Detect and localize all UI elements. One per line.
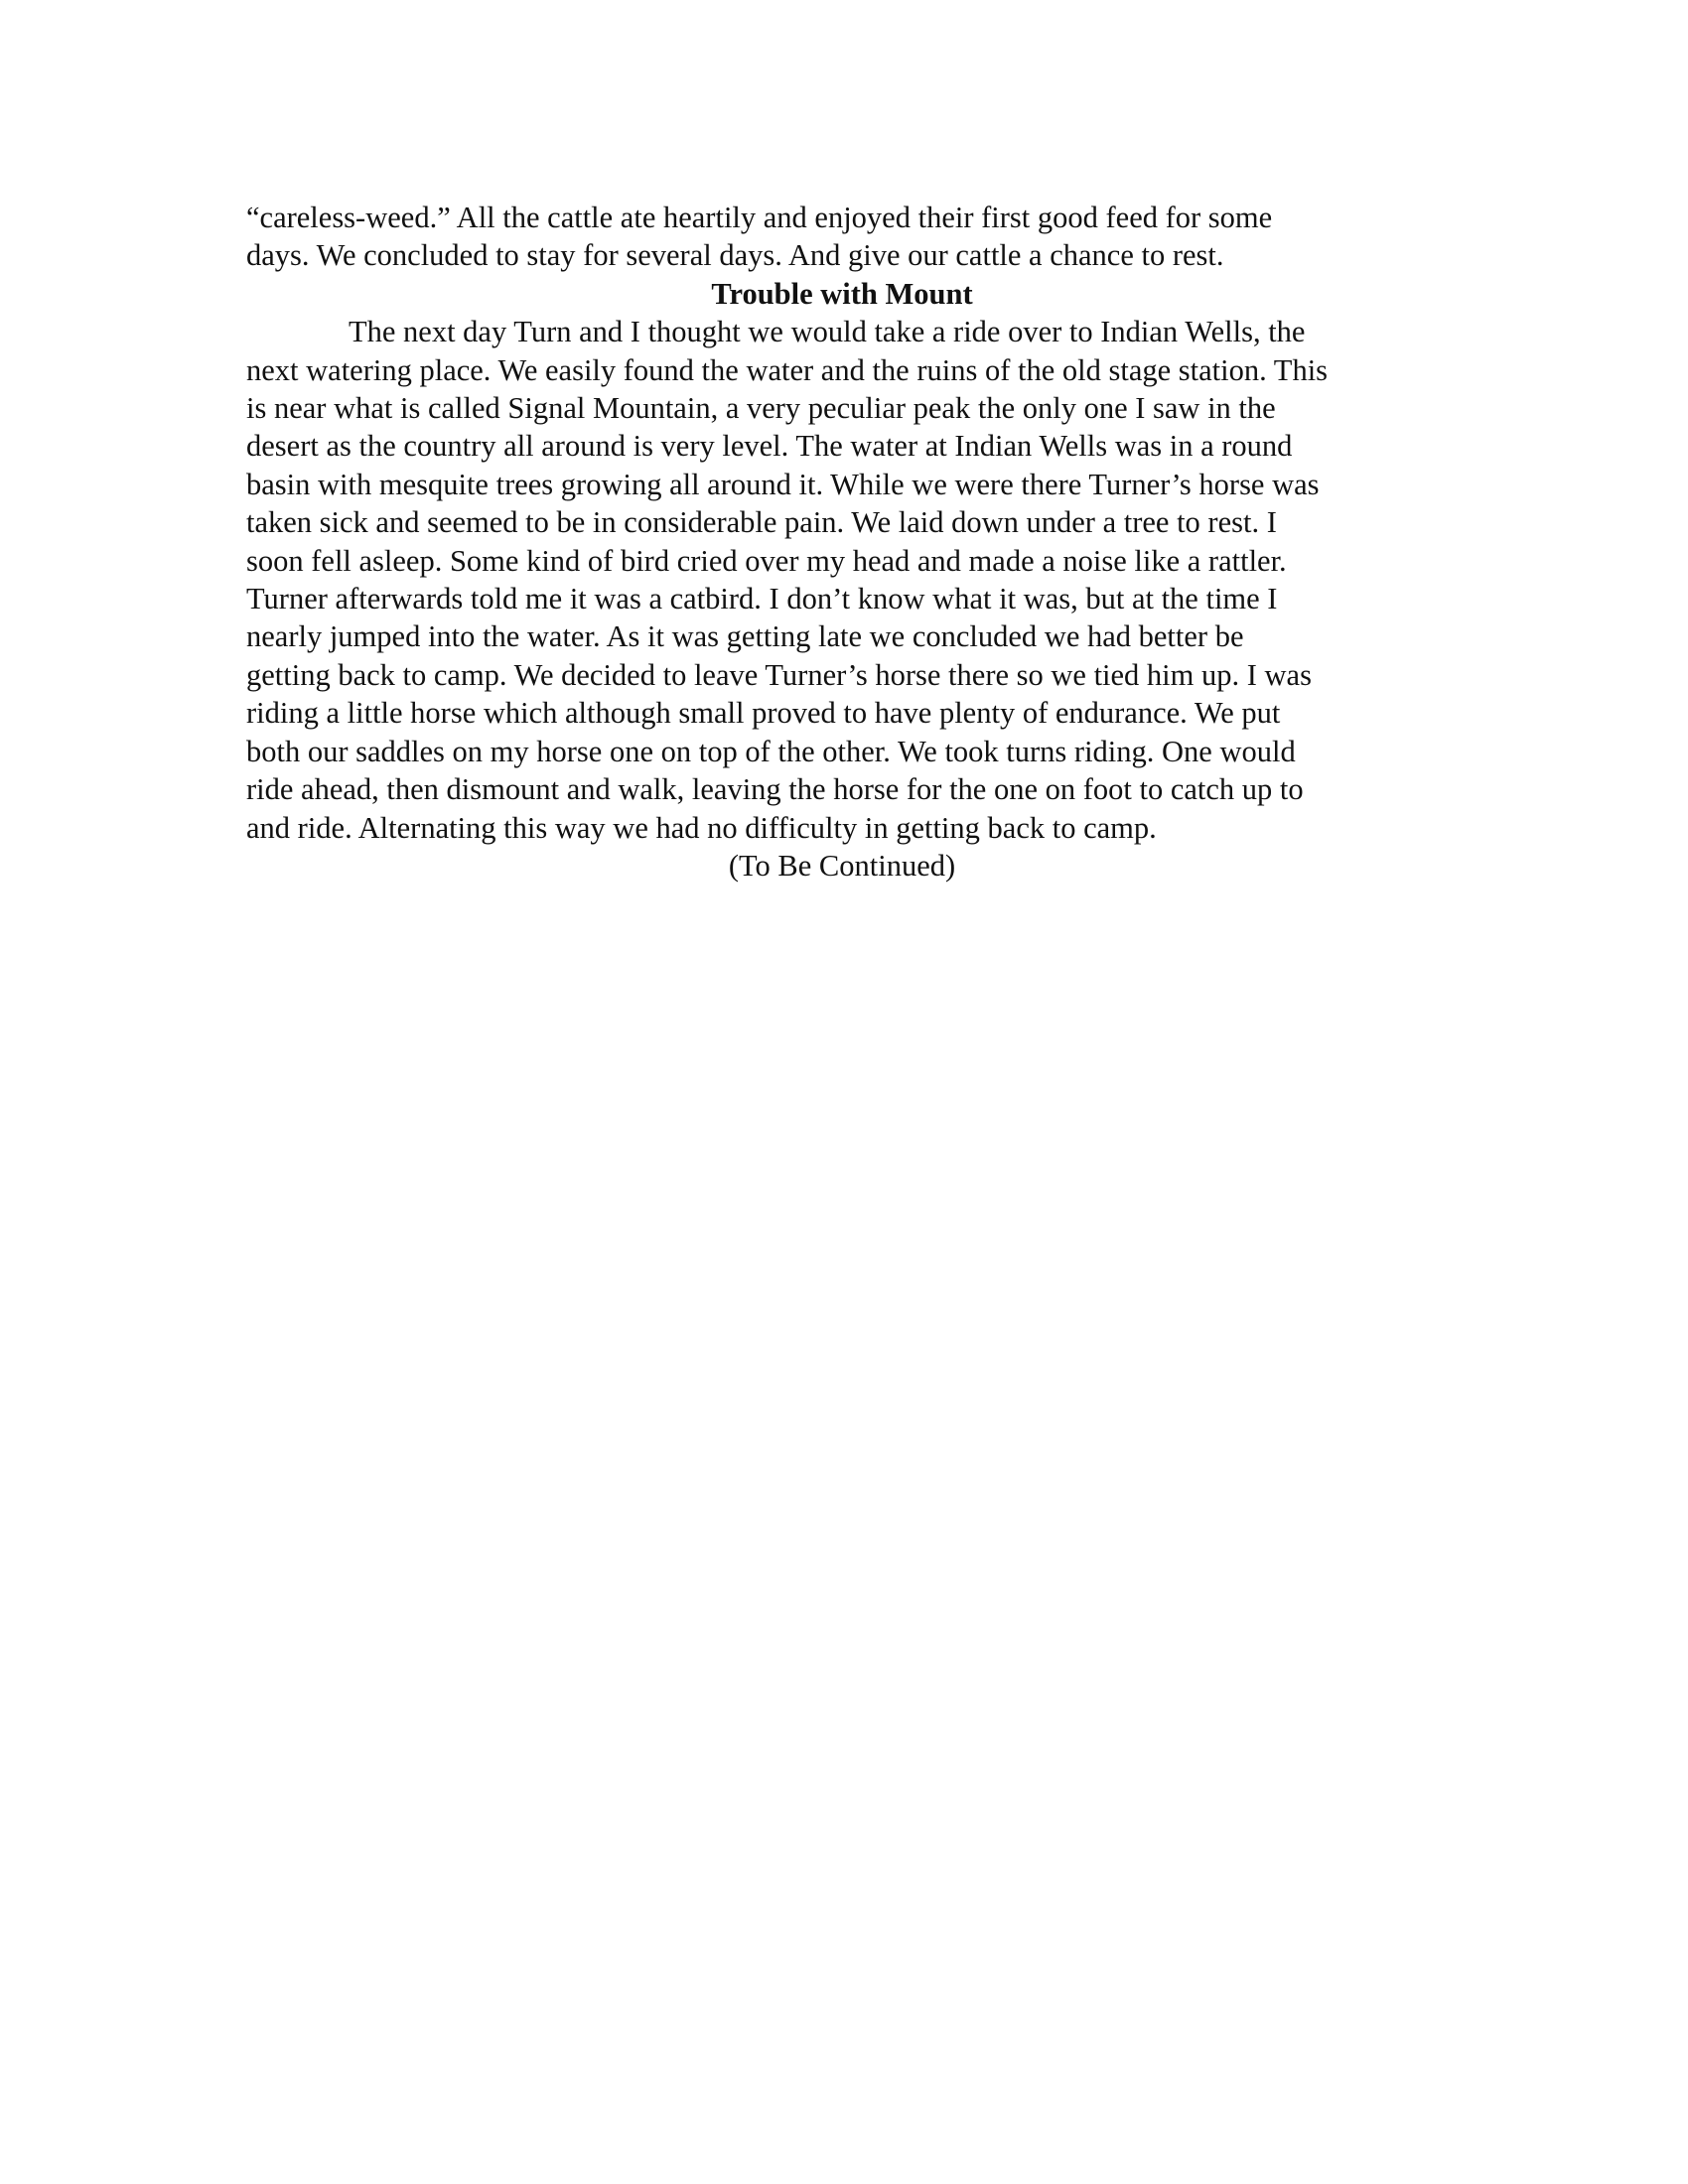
paragraph-line: riding a little horse which although small proved to have plenty of endurance. We put [246, 696, 1281, 731]
paragraph-line: The next day Turn and I thought we would take a ride over to Indian Wells, the [349, 315, 1306, 349]
section-heading: Trouble with Mount [711, 276, 973, 311]
intro-line: days. We concluded to stay for several days. And give our cattle a chance to rest. [246, 238, 1224, 273]
paragraph-line: is near what is called Signal Mountain, a very peculiar peak the only one I saw in the [246, 391, 1276, 426]
paragraph-line: and ride. Alternating this way we had no difficulty in getting back to camp. [246, 810, 1157, 845]
paragraph-line: basin with mesquite trees growing all around it. While we were there Turner’s horse was [246, 467, 1320, 501]
paragraph-line: ride ahead, then dismount and walk, leaving the horse for the one on foot to catch up to [246, 772, 1304, 807]
paragraph-line: nearly jumped into the water. As it was getting late we concluded we had better be [246, 619, 1244, 654]
intro-line: “careless-weed.” All the cattle ate heartily and enjoyed their first good feed for some [246, 201, 1273, 234]
paragraph-line: both our saddles on my horse one on top of the other. We took turns riding. One would [246, 734, 1296, 768]
paragraph-line: desert as the country all around is very level. The water at Indian Wells was in a round [246, 429, 1293, 464]
paragraph-line: soon fell asleep. Some kind of bird cried over my head and made a noise like a rattler. [246, 543, 1287, 578]
paragraph-line: taken sick and seemed to be in considerable pain. We laid down under a tree to rest. I [246, 505, 1277, 540]
to-be-continued-note: (To Be Continued) [728, 848, 956, 883]
paragraph-line: getting back to camp. We decided to leave Turner’s horse there so we tied him up. I was [246, 657, 1312, 692]
paragraph-line: Turner afterwards told me it was a catbird. I don’t know what it was, but at the time I [246, 582, 1278, 616]
document-body [246, 199, 1438, 885]
paragraph-line: next watering place. We easily found the water and the ruins of the old stage station. This [246, 352, 1329, 387]
